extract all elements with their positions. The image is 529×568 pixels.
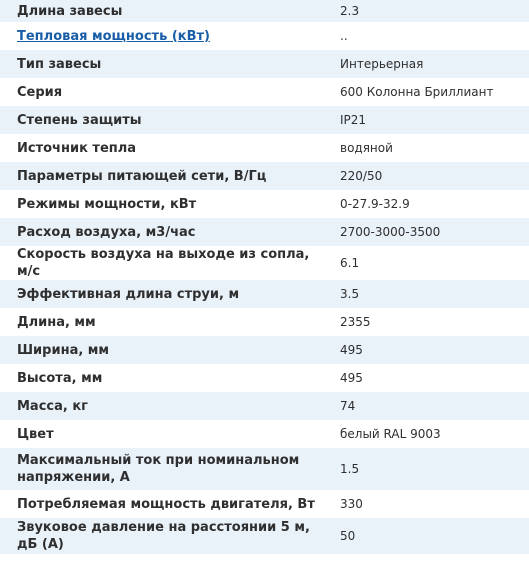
spec-value: 74	[328, 392, 529, 420]
spec-label: Скорость воздуха на выходе из сопла, м/с	[0, 246, 328, 280]
spec-value: IP21	[328, 106, 529, 134]
spec-row	[0, 78, 529, 106]
spec-row	[0, 308, 529, 336]
spec-label: Режимы мощности, кВт	[0, 190, 328, 218]
spec-value: 495	[328, 336, 529, 364]
spec-row	[0, 50, 529, 78]
spec-label: Длина, мм	[0, 308, 328, 336]
spec-label: Звуковое давление на расстоянии 5 м, дБ (А)	[0, 518, 328, 554]
spec-value: 6.1	[328, 246, 529, 280]
thermal-power-link[interactable]: Тепловая мощность (кВт)	[17, 28, 210, 44]
spec-value: 220/50	[328, 162, 529, 190]
spec-label: Ширина, мм	[0, 336, 328, 364]
spec-label: Цвет	[0, 420, 328, 448]
spec-value: ..	[328, 22, 529, 50]
spec-row	[0, 364, 529, 392]
spec-value: 600 Колонна Бриллиант	[328, 78, 529, 106]
spec-value: 50	[328, 518, 529, 554]
spec-row	[0, 134, 529, 162]
spec-label: Высота, мм	[0, 364, 328, 392]
spec-row	[0, 448, 529, 490]
spec-row	[0, 280, 529, 308]
spec-row	[0, 246, 529, 280]
spec-row	[0, 490, 529, 518]
spec-row	[0, 190, 529, 218]
spec-row	[0, 22, 529, 50]
spec-row	[0, 336, 529, 364]
spec-label: Потребляемая мощность двигателя, Вт	[0, 490, 328, 518]
spec-label: Максимальный ток при номинальном напряжении, А	[0, 448, 328, 490]
spec-label: Тип завесы	[0, 50, 328, 78]
spec-label: Источник тепла	[0, 134, 328, 162]
spec-value: 3.5	[328, 280, 529, 308]
spec-value: Интерьерная	[328, 50, 529, 78]
spec-value: 330	[328, 490, 529, 518]
spec-value: 2700-3000-3500	[328, 218, 529, 246]
spec-value: водяной	[328, 134, 529, 162]
spec-label-cell	[0, 22, 328, 50]
spec-value: 1.5	[328, 448, 529, 490]
spec-label: Длина завесы	[0, 0, 328, 22]
spec-row	[0, 420, 529, 448]
spec-label: Параметры питающей сети, В/Гц	[0, 162, 328, 190]
spec-value: 0-27.9-32.9	[328, 190, 529, 218]
spec-label: Расход воздуха, м3/час	[0, 218, 328, 246]
spec-value: белый RAL 9003	[328, 420, 529, 448]
spec-value: 2355	[328, 308, 529, 336]
spec-row	[0, 0, 529, 22]
spec-label: Эффективная длина струи, м	[0, 280, 328, 308]
spec-value: 2.3	[328, 0, 529, 22]
spec-row	[0, 218, 529, 246]
spec-label: Масса, кг	[0, 392, 328, 420]
spec-label: Степень защиты	[0, 106, 328, 134]
spec-label: Серия	[0, 78, 328, 106]
spec-value: 495	[328, 364, 529, 392]
spec-row	[0, 518, 529, 554]
spec-row	[0, 162, 529, 190]
spec-row	[0, 106, 529, 134]
spec-row	[0, 392, 529, 420]
